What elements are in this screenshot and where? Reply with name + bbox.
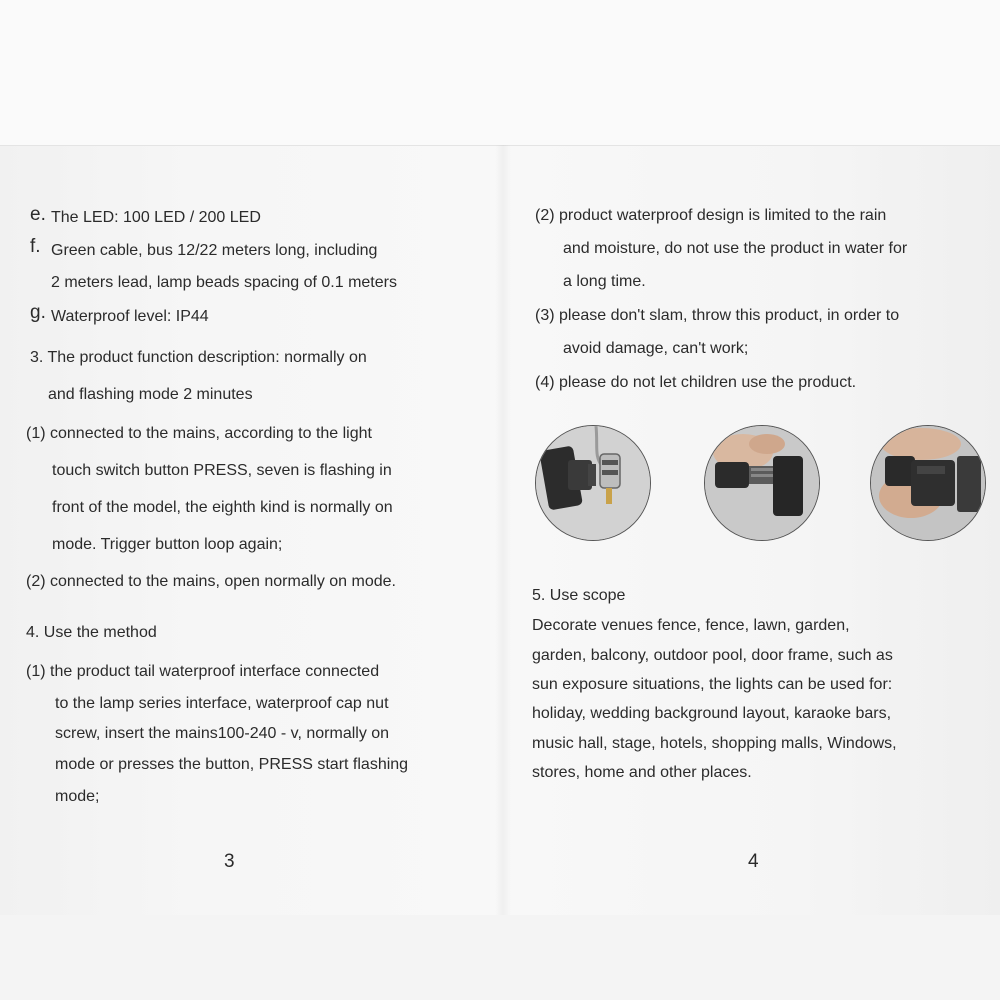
spec-g-letter: g. — [30, 302, 46, 323]
item4-1-line4: mode or presses the button, PRESS start flashing — [55, 756, 409, 773]
item2-line1: (2) product waterproof design is limited to the rain — [535, 207, 887, 224]
item3-2-text: (2) connected to the mains, open normally on mode. — [26, 573, 396, 590]
cap-nut-screw-photo — [870, 425, 986, 541]
background-bottom — [0, 915, 1000, 1000]
item3-1-line4: mode. Trigger button loop again; — [52, 536, 283, 553]
item3-1-line2: touch switch button PRESS, seven is flashing in — [52, 462, 392, 479]
section5-line5: music hall, stage, hotels, shopping malls, Windows, — [532, 735, 897, 752]
section5-line1: Decorate venues fence, fence, lawn, garden, — [532, 617, 850, 634]
spec-f-letter: f. — [30, 236, 41, 257]
section5-line4: holiday, wedding background layout, karaoke bars, — [532, 705, 892, 722]
item4-text: (4) please do not let children use the product. — [535, 374, 857, 391]
spec-f-line1: Green cable, bus 12/22 meters long, including — [51, 242, 378, 259]
spec-g-text: Waterproof level: IP44 — [51, 308, 209, 325]
section5-title: 5. Use scope — [532, 587, 626, 604]
connector-separated-photo — [535, 425, 651, 541]
item4-1-line1: (1) the product tail waterproof interface connected — [26, 663, 380, 680]
section5-line2: garden, balcony, outdoor pool, door frame, such as — [532, 647, 893, 664]
item2-line2: and moisture, do not use the product in water for — [563, 240, 908, 257]
section4-title: 4. Use the method — [26, 624, 157, 641]
page-number-right: 4 — [748, 851, 759, 872]
item4-1-line3: screw, insert the mains100-240 - v, normally on — [55, 725, 390, 742]
spec-f-line2: 2 meters lead, lamp beads spacing of 0.1 meters — [51, 274, 397, 291]
item4-1-line2: to the lamp series interface, waterproof cap nut — [55, 695, 389, 712]
item2-line3: a long time. — [563, 273, 646, 290]
item3-line1: (3) please don't slam, throw this product, in order to — [535, 307, 900, 324]
connector-insert-photo — [704, 425, 820, 541]
section3-line2: and flashing mode 2 minutes — [48, 386, 253, 403]
spec-e-letter: e. — [30, 204, 46, 225]
background-top — [0, 0, 1000, 145]
spec-e-text: The LED: 100 LED / 200 LED — [51, 209, 261, 226]
item3-line2: avoid damage, can't work; — [563, 340, 749, 357]
page-fold — [495, 145, 511, 915]
section5-line6: stores, home and other places. — [532, 764, 752, 781]
section3-line1: 3. The product function description: normally on — [30, 349, 367, 366]
section5-line3: sun exposure situations, the lights can be used for: — [532, 676, 893, 693]
item3-1-line3: front of the model, the eighth kind is normally on — [52, 499, 393, 516]
item4-1-line5: mode; — [55, 788, 100, 805]
page-number-left: 3 — [224, 851, 235, 872]
item3-1-line1: (1) connected to the mains, according to the light — [26, 425, 372, 442]
